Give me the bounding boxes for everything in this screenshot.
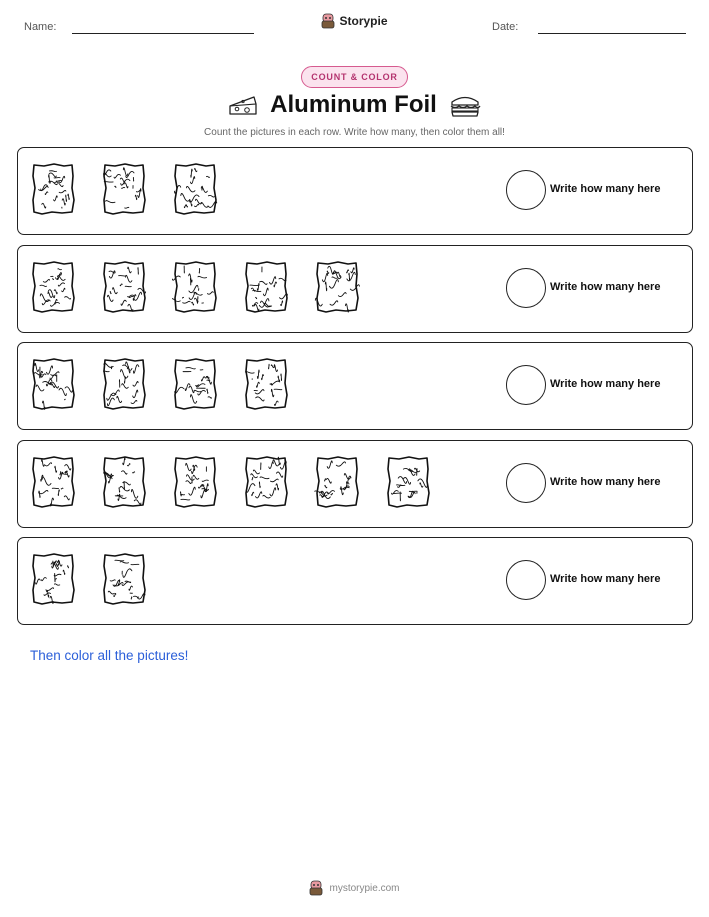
name-label: Name: [24, 21, 57, 33]
aluminum-foil-icon [101, 357, 147, 411]
answer-prompt: Write how many here [550, 476, 661, 488]
answer-prompt: Write how many here [550, 573, 661, 585]
aluminum-foil-icon [101, 162, 147, 216]
cheese-icon [228, 92, 258, 118]
aluminum-foil-icon [314, 455, 360, 509]
aluminum-foil-icon [101, 260, 147, 314]
storypie-mascot-icon [321, 13, 335, 29]
aluminum-foil-icon [172, 260, 218, 314]
page-title: Aluminum Foil [270, 91, 437, 118]
brand-name: Storypie [339, 14, 388, 28]
picture-group [30, 357, 314, 411]
aluminum-foil-icon [172, 455, 218, 509]
answer-circle[interactable] [506, 560, 546, 600]
aluminum-foil-icon [101, 455, 147, 509]
aluminum-foil-icon [30, 357, 76, 411]
picture-group [30, 455, 456, 509]
answer-circle[interactable] [506, 365, 546, 405]
count-row [17, 537, 693, 625]
footer-url: mystorypie.com [329, 882, 400, 894]
answer-prompt: Write how many here [550, 378, 661, 390]
aluminum-foil-icon [385, 455, 431, 509]
aluminum-foil-icon [172, 357, 218, 411]
picture-group [30, 260, 385, 314]
title-row [0, 91, 709, 119]
aluminum-foil-icon [30, 455, 76, 509]
answer-prompt: Write how many here [550, 281, 661, 293]
aluminum-foil-icon [314, 260, 360, 314]
answer-prompt: Write how many here [550, 183, 661, 195]
closing-instruction: Then color all the pictures! [30, 648, 189, 663]
aluminum-foil-icon [172, 162, 218, 216]
count-row [17, 147, 693, 235]
answer-circle[interactable] [506, 268, 546, 308]
picture-group [30, 552, 172, 606]
count-row [17, 342, 693, 430]
answer-circle[interactable] [506, 170, 546, 210]
storypie-mascot-icon [309, 880, 323, 896]
sandwich-icon [449, 92, 481, 118]
aluminum-foil-icon [30, 260, 76, 314]
aluminum-foil-icon [243, 260, 289, 314]
footer [0, 880, 709, 896]
aluminum-foil-icon [243, 455, 289, 509]
aluminum-foil-icon [30, 552, 76, 606]
count-row [17, 245, 693, 333]
name-line[interactable] [72, 33, 254, 34]
date-label: Date: [492, 21, 519, 33]
category-badge: COUNT & COLOR [301, 66, 407, 88]
picture-group [30, 162, 243, 216]
aluminum-foil-icon [243, 357, 289, 411]
date-line[interactable] [538, 33, 686, 34]
brand-logo [0, 13, 709, 29]
count-row [17, 440, 693, 528]
answer-circle[interactable] [506, 463, 546, 503]
aluminum-foil-icon [101, 552, 147, 606]
instructions: Count the pictures in each row. Write how many, then color them all! [204, 127, 505, 138]
aluminum-foil-icon [30, 162, 76, 216]
